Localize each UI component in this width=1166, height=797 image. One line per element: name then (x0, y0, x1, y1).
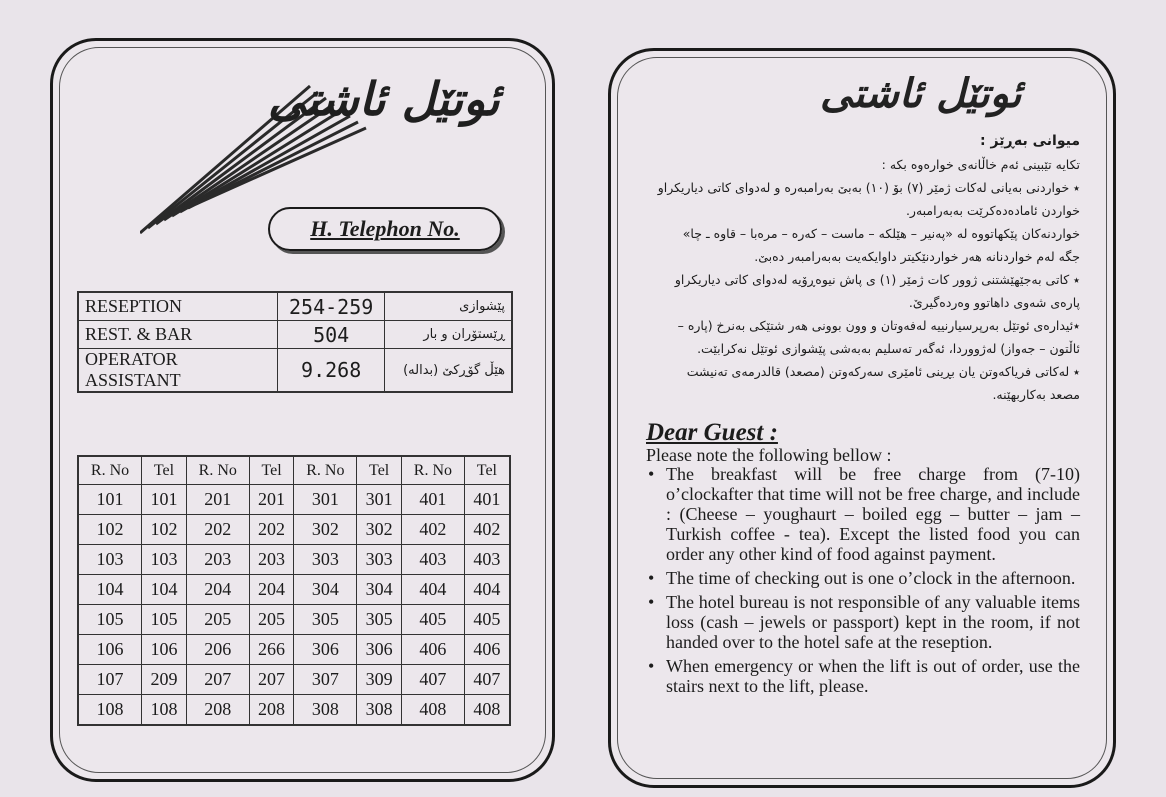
tel-cell: 405 (464, 605, 510, 635)
room-number-header: R. No (78, 456, 142, 485)
list-item: • The time of checking out is one o’clock in the afternoon. (646, 568, 1080, 588)
tel-cell: 103 (142, 545, 187, 575)
kurdish-line: خواردنەکان پێکهاتووە لە «پەنیر – هێلکە – ماست – کەرە – مرەبا – قاوە ـ چا» (682, 226, 1080, 241)
table-row (78, 575, 510, 605)
kurdish-notes (640, 130, 1080, 406)
please-note-text: Please note the following bellow : (646, 445, 892, 465)
tel-cell: 101 (142, 485, 187, 515)
room-number-cell: 105 (78, 605, 142, 635)
tel-cell: 402 (464, 515, 510, 545)
tel-cell: 305 (357, 605, 402, 635)
hotel-logo-right: ئوتێل ئاشتی (820, 70, 1022, 117)
room-number-cell: 104 (78, 575, 142, 605)
contact-number: 254-259 (278, 292, 384, 321)
room-number-cell: 204 (186, 575, 249, 605)
room-number-cell: 107 (78, 665, 142, 695)
list-item: • The breakfast will be free charge from (7-10) o’clockafter that time will not be free charge, and include : (Cheese – youghaurt – boiled egg – butter – jam – Turkish coffee - tea). Except the listed food you can order any other kind of food against payment. (646, 464, 1080, 564)
tel-cell: 203 (249, 545, 294, 575)
contact-row (78, 292, 512, 321)
contact-kurdish: ڕێستۆران و بار (384, 321, 512, 349)
room-number-cell: 406 (402, 635, 465, 665)
contact-table (77, 291, 513, 393)
tel-cell: 407 (464, 665, 510, 695)
tel-cell: 105 (142, 605, 187, 635)
kurdish-line: خواردن ئامادەدەکرێت بەبەرامبەر. (905, 203, 1080, 218)
tel-cell: 406 (464, 635, 510, 665)
tel-cell: 408 (464, 695, 510, 726)
room-number-cell: 102 (78, 515, 142, 545)
contact-name: OPERATOR ASSISTANT (78, 349, 278, 393)
room-number-cell: 302 (294, 515, 357, 545)
tel-cell: 108 (142, 695, 187, 726)
table-row (78, 605, 510, 635)
room-number-cell: 404 (402, 575, 465, 605)
kurdish-line: ئاڵتون – جەواز) لەژووردا، ئەگەر تەسلیم بەبەشی پێشوازی ئوتێل نەکرابێت. (697, 341, 1080, 356)
tel-cell: 266 (249, 635, 294, 665)
contact-row (78, 321, 512, 349)
table-row (78, 665, 510, 695)
room-number-cell: 407 (402, 665, 465, 695)
english-notes-list (646, 464, 1080, 700)
tel-cell: 306 (357, 635, 402, 665)
tel-cell: 201 (249, 485, 294, 515)
contact-name: REST. & BAR (78, 321, 278, 349)
tel-cell: 106 (142, 635, 187, 665)
room-number-cell: 108 (78, 695, 142, 726)
room-telephone-table (77, 455, 511, 726)
room-number-cell: 304 (294, 575, 357, 605)
kurdish-line: ٭ کاتی بەجێهێشتنی ژوور کات ژمێر (١) ی پاش نیوەڕۆیە لەدوای کاتی دیاریکراو (674, 272, 1080, 287)
dear-guest-heading: Dear Guest : (646, 419, 778, 446)
tel-cell: 403 (464, 545, 510, 575)
room-number-cell: 203 (186, 545, 249, 575)
table-row (78, 515, 510, 545)
tel-cell: 202 (249, 515, 294, 545)
table-row (78, 545, 510, 575)
room-number-cell: 305 (294, 605, 357, 635)
kurdish-lines (640, 153, 1080, 406)
tel-cell: 401 (464, 485, 510, 515)
tel-cell: 102 (142, 515, 187, 545)
kurdish-line: تکایە تێبینی ئەم خاڵانەی خوارەوە بکە : (881, 157, 1080, 172)
room-number-cell: 408 (402, 695, 465, 726)
room-number-cell: 202 (186, 515, 249, 545)
kurdish-greeting: میوانی بەڕێز : (980, 133, 1080, 149)
tel-cell: 207 (249, 665, 294, 695)
kurdish-line: ٭ خواردنی بەیانی لەکات ژمێر (٧) بۆ (١٠) بەبێ بەرامبەرە و لەدوای کاتی دیاریکراو (657, 180, 1080, 195)
contact-kurdish: هێڵ گۆڕکێ (بداله) (384, 349, 512, 393)
room-number-cell: 402 (402, 515, 465, 545)
tel-cell: 303 (357, 545, 402, 575)
tel-cell: 308 (357, 695, 402, 726)
room-number-cell: 101 (78, 485, 142, 515)
hotel-logo-left: ئوتێل ئاشتی (268, 72, 500, 126)
kurdish-line: ٭ لەکاتی فریاکەوتن یان بڕینی ئامێری سەرکەوتن (مصعد) قالدرمەی تەنیشت (686, 364, 1080, 379)
telephone-title: H. Telephon No. (268, 207, 502, 251)
room-number-cell: 303 (294, 545, 357, 575)
kurdish-line: پارەی شەوی داهاتوو وەردەگیرێ. (908, 295, 1080, 310)
room-number-cell: 301 (294, 485, 357, 515)
room-number-header: R. No (294, 456, 357, 485)
tel-header: Tel (249, 456, 294, 485)
tel-header: Tel (464, 456, 510, 485)
room-number-cell: 207 (186, 665, 249, 695)
table-row (78, 695, 510, 726)
room-number-cell: 401 (402, 485, 465, 515)
table-row (78, 635, 510, 665)
contact-number: 9.268 (278, 349, 384, 393)
tel-cell: 208 (249, 695, 294, 726)
list-item: • When emergency or when the lift is out of order, use the stairs next to the lift, please. (646, 656, 1080, 696)
room-number-header: R. No (402, 456, 465, 485)
list-item: • The hotel bureau is not responsible of any valuable items loss (cash – jewels or passport) kept in the room, if not handed over to the hotel safe at the reseption. (646, 592, 1080, 652)
room-number-header: R. No (186, 456, 249, 485)
room-number-cell: 206 (186, 635, 249, 665)
room-number-cell: 205 (186, 605, 249, 635)
room-number-cell: 106 (78, 635, 142, 665)
room-number-cell: 201 (186, 485, 249, 515)
tel-cell: 209 (142, 665, 187, 695)
kurdish-line: مصعد بەکاربهێنە. (992, 387, 1080, 402)
room-number-cell: 208 (186, 695, 249, 726)
tel-cell: 309 (357, 665, 402, 695)
tel-cell: 301 (357, 485, 402, 515)
contact-name: RESEPTION (78, 292, 278, 321)
tel-header: Tel (142, 456, 187, 485)
room-number-cell: 307 (294, 665, 357, 695)
contact-row (78, 349, 512, 393)
kurdish-line: ٭ئیدارەی ئوتێل بەرپرسیارنییە لەفەوتان و وون بوونی هەر شتێکی بەنرخ (پارە – (677, 318, 1080, 333)
room-number-cell: 308 (294, 695, 357, 726)
contact-kurdish: پێشوازی (384, 292, 512, 321)
tel-cell: 204 (249, 575, 294, 605)
room-number-cell: 405 (402, 605, 465, 635)
tel-cell: 205 (249, 605, 294, 635)
tel-cell: 104 (142, 575, 187, 605)
kurdish-line: جگە لەم خواردنانە هەر خواردنێکیتر داوایکەیت بەبەرامبەر دەبێ. (754, 249, 1080, 264)
tel-cell: 304 (357, 575, 402, 605)
contact-number: 504 (278, 321, 384, 349)
table-row (78, 485, 510, 515)
room-number-cell: 103 (78, 545, 142, 575)
tel-cell: 302 (357, 515, 402, 545)
tel-header: Tel (357, 456, 402, 485)
tel-cell: 404 (464, 575, 510, 605)
room-number-cell: 306 (294, 635, 357, 665)
room-number-cell: 403 (402, 545, 465, 575)
